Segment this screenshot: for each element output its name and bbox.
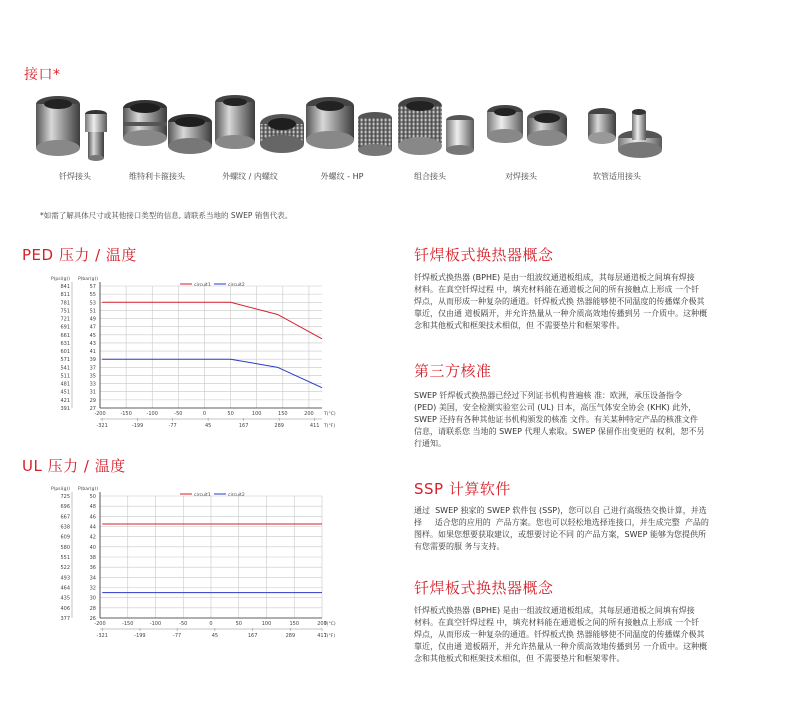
y-tick-label: 27 — [89, 406, 96, 412]
concept2-line: 焊点，从而形成一种复杂的通道。钎焊板式换 热器能够使不同温度的传播媒介极其 — [414, 630, 705, 639]
y-tick-label: 29 — [89, 397, 96, 404]
ul-title: UL 压力 / 温度 — [22, 457, 126, 475]
x-tick-label: 150 — [289, 621, 300, 627]
connector-label-brazed: 钎焊接头 — [59, 172, 91, 181]
legend-label-circuit2: circuit2 — [228, 283, 245, 288]
x-tick-label: -200 — [94, 411, 106, 417]
y2-tick-label: 377 — [60, 616, 70, 622]
connector-label-combination: 组合接头 — [414, 172, 446, 181]
y-tick-label: 55 — [89, 292, 96, 299]
concept1-line: 钎焊板式换热器 (BPHE) 是由一组波纹通道板组成，其每层通道板之间填有焊接 — [414, 273, 695, 282]
third-party-body — [414, 390, 786, 450]
x-tick-label: -150 — [120, 411, 132, 417]
y-tick-label: 36 — [89, 565, 96, 572]
y2-tick-label: 781 — [60, 300, 70, 307]
y-tick-label: 37 — [89, 365, 96, 372]
y-tick-label: 42 — [89, 534, 96, 541]
y-tick-label: 30 — [89, 595, 96, 602]
x2-tick-label: 45 — [204, 423, 212, 429]
y-tick-label: 43 — [89, 340, 96, 347]
x-axis-label: T(°C) — [324, 412, 336, 417]
concept1-line: 材料。在真空钎焊过程 中，填充材料能在通道板之间的所有接触点上形成 一个钎 — [414, 285, 700, 294]
x-tick-label: 100 — [261, 621, 272, 627]
x-tick-label: 200 — [317, 621, 327, 627]
legend-label-circuit1: circuit1 — [194, 493, 211, 498]
y-axis-label: P(bar(g)) — [77, 277, 98, 282]
concept2-line: 材料。在真空钎焊过程 中，填充材料能在通道板之间的所有接触点上形成 一个钎 — [414, 618, 700, 627]
y2-tick-label: 721 — [60, 316, 70, 323]
y2-tick-label: 421 — [60, 397, 70, 404]
y2-tick-label: 571 — [60, 357, 70, 364]
y-tick-label: 47 — [89, 324, 96, 331]
y-axis-label: P(bar(g)) — [77, 487, 98, 492]
connector-label-butt-weld: 对焊接头 — [505, 172, 537, 181]
y-tick-label: 28 — [89, 605, 96, 612]
x2-tick-label: 167 — [238, 423, 249, 429]
y2-tick-label: 493 — [60, 575, 70, 582]
concept1-body — [414, 272, 786, 332]
y-tick-label: 51 — [89, 308, 96, 315]
y2-tick-label: 522 — [60, 565, 70, 572]
x-tick-label: 150 — [278, 411, 288, 417]
ssp-title: SSP 计算软件 — [414, 480, 511, 498]
third-party-title: 第三方核准 — [414, 362, 492, 380]
y-tick-label: 32 — [89, 585, 96, 592]
x-tick-label: -50 — [179, 621, 188, 627]
brazed-connector-image — [36, 96, 107, 161]
series-line-circuit1 — [102, 302, 322, 339]
y2-tick-label: 511 — [60, 373, 70, 380]
y2-tick-label: 667 — [60, 514, 70, 521]
y-tick-label: 41 — [89, 349, 96, 356]
y2-axis-label: P(psi(g)) — [50, 487, 70, 492]
x-tick-label: -200 — [94, 621, 106, 627]
y2-tick-label: 406 — [60, 605, 70, 612]
concept1-title: 钎焊板式换热器概念 — [414, 246, 554, 264]
y-tick-label: 53 — [89, 300, 96, 307]
concept1-line: 焊点，从而形成一种复杂的通道。钎焊板式换 热器能够使不同温度的传播媒介极其 — [414, 297, 705, 306]
x2-axis-label: T(°F) — [324, 634, 336, 639]
third-party-line: 信息，请联系您 当地的 SWEP 代理人索取。SWEP 保留作出变更的 权利，恕不另 — [414, 427, 705, 436]
y2-tick-label: 481 — [60, 381, 70, 388]
y-tick-label: 40 — [89, 544, 96, 551]
ssp-line: 通过 SWEP 独家的 SWEP 软件包 (SSP)，您可以自 己进行高级热交换计算，并选 — [414, 506, 707, 515]
x-tick-label: -150 — [122, 621, 134, 627]
third-party-line: (PED) 美国，安全检测实验室公司 (UL) 日本，高压气体安全协会 (KHK) 此外， — [414, 403, 697, 412]
x-tick-label: 100 — [251, 411, 262, 417]
x2-tick-label: 167 — [247, 633, 258, 639]
x2-tick-label: 45 — [211, 633, 219, 639]
y-tick-label: 31 — [89, 389, 96, 396]
concept2-line: 念和其他板式和框架技术相似，但 不需要垫片和框架零件。 — [414, 654, 625, 663]
connector-label-victaulic: 维特利卡箍接头 — [129, 172, 185, 181]
x-tick-label: 0 — [202, 411, 207, 417]
y2-tick-label: 696 — [60, 504, 70, 511]
thread-connector-image — [215, 95, 304, 153]
combination-connector-image — [398, 97, 474, 155]
y2-tick-label: 638 — [60, 524, 70, 531]
concept1-line: 靠近，仅由通 道板隔开，并允许热量从一种介质高效地传播到另 一介质中。这种概 — [414, 309, 708, 318]
x-tick-label: 50 — [235, 621, 242, 627]
concept2-body — [414, 605, 786, 665]
y2-tick-label: 751 — [60, 308, 70, 315]
x2-tick-label: 289 — [285, 633, 296, 639]
ssp-line: 择 适合您的应用的 产品方案。您也可以轻松地选择连接口，并生成完整 产品的 — [414, 518, 709, 527]
y2-tick-label: 464 — [60, 585, 70, 592]
y2-axis-label: P(psi(g)) — [50, 277, 70, 282]
y2-tick-label: 609 — [60, 534, 70, 541]
y2-tick-label: 661 — [60, 332, 70, 339]
x-tick-label: -100 — [146, 411, 158, 417]
y-tick-label: 48 — [89, 504, 96, 511]
concept1-line: 念和其他板式和框架技术相似，但 不需要垫片和框架零件。 — [414, 321, 625, 330]
connector-label-hose: 软管适用接头 — [593, 172, 641, 181]
y2-tick-label: 725 — [60, 494, 70, 500]
y-tick-label: 39 — [89, 357, 96, 364]
concept2-line: 靠近，仅由通 道板隔开，并允许热量从一种介质高效地传播到另 一介质中。这种概 — [414, 642, 708, 651]
x2-tick-label: -321 — [96, 633, 108, 639]
x2-tick-label: 411 — [317, 633, 327, 639]
y-tick-label: 33 — [89, 381, 96, 388]
y-tick-label: 49 — [89, 316, 96, 323]
x-tick-label: -50 — [174, 411, 183, 417]
y2-tick-label: 841 — [60, 284, 70, 290]
y2-tick-label: 691 — [60, 324, 70, 331]
x2-tick-label: -321 — [96, 423, 108, 429]
y-tick-label: 45 — [89, 332, 96, 339]
y-tick-label: 26 — [89, 616, 96, 622]
thread-hp-connector-image — [306, 97, 392, 156]
y-tick-label: 44 — [89, 524, 96, 531]
connector-images — [20, 92, 680, 170]
ul-chart — [30, 482, 350, 640]
x-tick-label: -100 — [149, 621, 162, 627]
y2-tick-label: 541 — [60, 365, 70, 372]
y-tick-label: 35 — [89, 373, 96, 380]
hose-connector-image — [588, 108, 662, 158]
x2-tick-label: 289 — [274, 423, 284, 429]
x-tick-label: 200 — [304, 411, 314, 417]
y-tick-label: 46 — [89, 514, 96, 521]
y-tick-label: 38 — [89, 555, 96, 561]
ssp-body — [414, 505, 786, 553]
y2-tick-label: 601 — [60, 349, 70, 356]
x2-tick-label: -77 — [173, 633, 182, 639]
connector-label-thread: 外螺纹 / 内螺纹 — [222, 172, 278, 181]
x-tick-label: 0 — [209, 621, 213, 627]
third-party-line: 行通知。 — [414, 439, 446, 448]
ped-title: PED 压力 / 温度 — [22, 246, 137, 264]
connector-label-thread-hp: 外螺纹 - HP — [320, 172, 364, 181]
y2-tick-label: 811 — [60, 292, 70, 299]
y-tick-label: 34 — [89, 575, 96, 582]
y-tick-label: 50 — [89, 494, 96, 500]
ssp-line: 图样。如果您想要获取建议，或想要讨论不同 的产品方案，SWEP 能够为您提供所 — [414, 530, 706, 539]
third-party-line: SWEP 钎焊板式换热器已经过下列证书机构普遍核 准：欧洲，承压设备指令 — [414, 391, 682, 400]
ssp-line: 有您需要的服 务与支持。 — [414, 542, 505, 551]
y2-tick-label: 551 — [60, 555, 70, 561]
x2-axis-label: T(°F) — [324, 424, 336, 429]
concept2-title: 钎焊板式换热器概念 — [414, 579, 554, 597]
y-tick-label: 57 — [89, 284, 96, 290]
legend-label-circuit2: circuit2 — [228, 493, 245, 498]
connections-note: *如需了解具体尺寸或其他接口类型的信息, 请联系当地的 SWEP 销售代表。 — [40, 211, 293, 220]
y2-tick-label: 451 — [60, 389, 70, 396]
ped-chart — [30, 272, 350, 430]
x-axis-label: T(°C) — [324, 622, 336, 627]
connections-title: 接口* — [24, 67, 61, 83]
y2-tick-label: 580 — [60, 544, 70, 551]
x-tick-label: 50 — [227, 411, 234, 417]
butt-weld-connector-image — [487, 105, 567, 146]
y2-tick-label: 435 — [60, 595, 70, 602]
x2-tick-label: 411 — [309, 423, 320, 429]
x2-tick-label: -199 — [131, 423, 144, 429]
legend-label-circuit1: circuit1 — [194, 283, 211, 288]
x2-tick-label: -199 — [134, 633, 146, 639]
y2-tick-label: 391 — [60, 406, 70, 412]
x2-tick-label: -77 — [168, 423, 177, 429]
third-party-line: SWEP 还持有各种其他证书机构颁发的核准 文件。有关某种特定产品的核准文件 — [414, 415, 698, 424]
victaulic-connector-image — [123, 100, 212, 154]
concept2-line: 钎焊板式换热器 (BPHE) 是由一组波纹通道板组成，其每层通道板之间填有焊接 — [414, 606, 695, 615]
y2-tick-label: 631 — [60, 340, 70, 347]
